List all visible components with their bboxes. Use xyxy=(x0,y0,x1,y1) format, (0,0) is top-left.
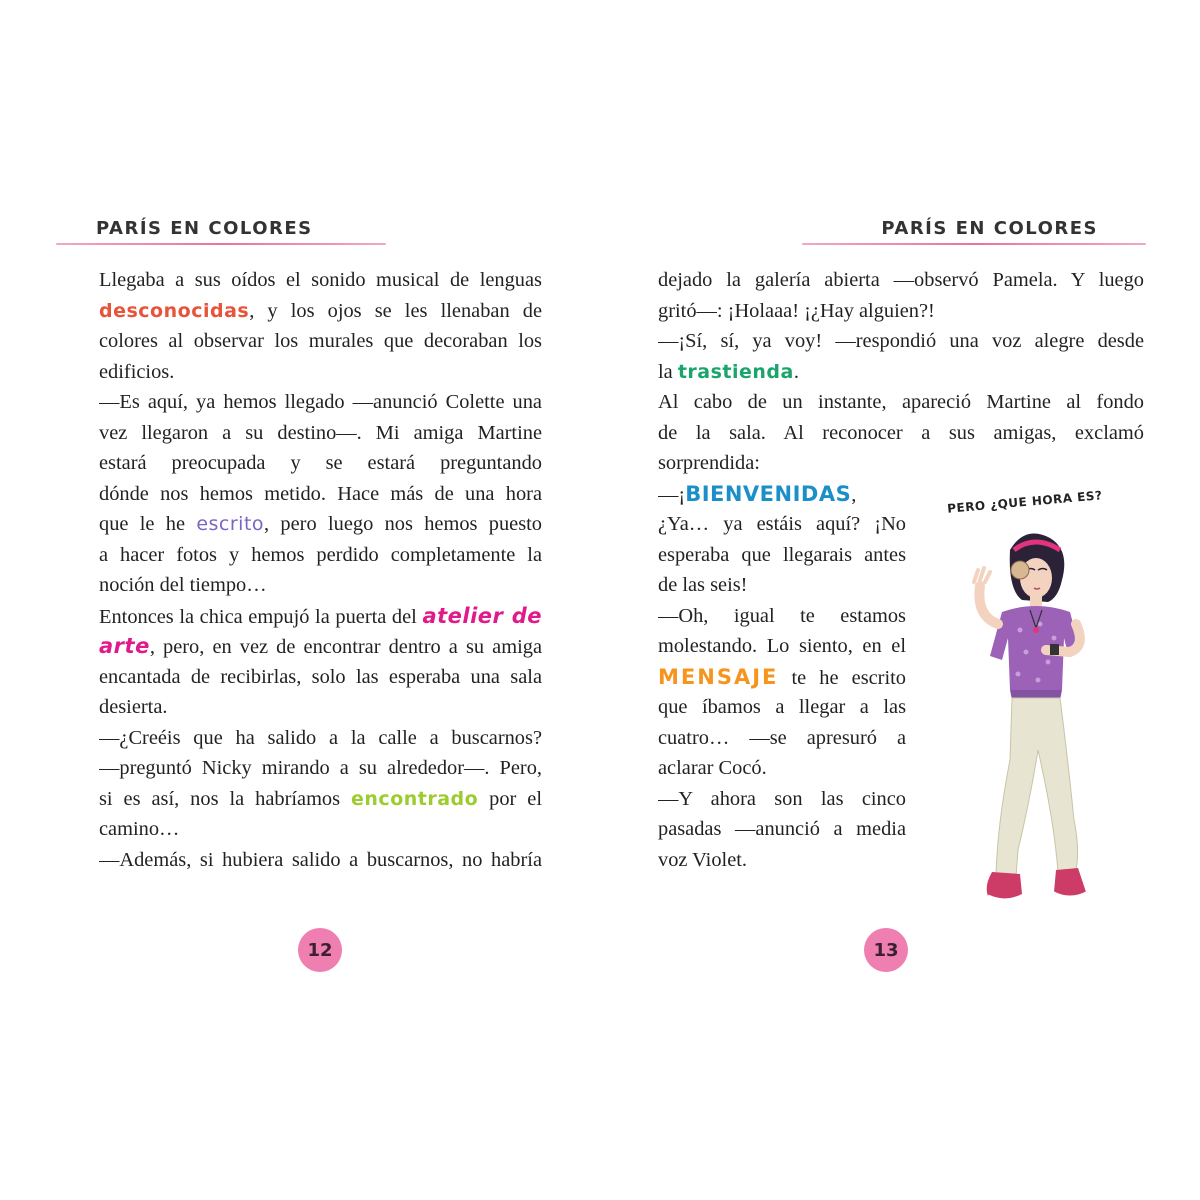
text-run: —Además, si hubiera salido a buscarnos, no habría xyxy=(99,848,542,871)
text-run: cuatro… —se apresuró a xyxy=(658,726,906,749)
body-text xyxy=(99,265,542,875)
highlighted-keyword: desconocidas xyxy=(99,299,250,322)
text-run: colores al observar los murales que decoraban los xyxy=(99,330,542,352)
running-head: PARÍS EN COLORES xyxy=(881,218,1098,239)
text-line xyxy=(658,692,906,723)
text-run: molestando. Lo siento, en el xyxy=(658,635,906,657)
text-line xyxy=(658,357,1144,388)
highlighted-keyword: trastienda xyxy=(677,360,794,383)
text-line xyxy=(658,570,906,601)
text-line xyxy=(658,601,906,632)
text-run: voz Violet. xyxy=(658,848,748,871)
text-line xyxy=(99,631,542,662)
text-run: te he escrito xyxy=(778,666,906,689)
text-line xyxy=(658,814,906,845)
text-line xyxy=(99,601,542,632)
highlighted-keyword: encontrado xyxy=(351,787,479,810)
text-run: , xyxy=(851,483,857,506)
text-line xyxy=(99,326,542,357)
text-line xyxy=(658,448,1144,479)
text-run: estará preocupada y se estará preguntando xyxy=(99,452,542,474)
highlighted-keyword: MENSAJE xyxy=(658,664,779,689)
text-run: ¿Ya… ya estáis aquí? ¡No xyxy=(658,513,906,535)
page-number: 13 xyxy=(864,928,908,972)
text-run: que le he xyxy=(99,513,197,535)
text-run: a hacer fotos y hemos perdido completamente la xyxy=(99,543,542,566)
text-run: —Y ahora son las cinco xyxy=(658,787,906,810)
text-line xyxy=(99,570,542,601)
highlighted-keyword: escrito xyxy=(196,513,265,535)
text-run: esperaba que llegarais antes xyxy=(658,543,906,566)
text-line xyxy=(99,509,542,540)
text-line xyxy=(99,662,542,693)
text-run: —¿Creéis que ha salido a la calle a buscarnos? xyxy=(99,726,542,749)
text-line xyxy=(99,692,542,723)
text-line xyxy=(99,296,542,327)
text-run: dónde nos hemos metido. Hace más de una hora xyxy=(99,482,542,505)
text-run: —¡Sí, sí, ya voy! —respondió una voz alegre desde xyxy=(658,330,1144,352)
speech-bubble-text: PERO ¿QUE HORA ES? xyxy=(946,488,1103,516)
text-line xyxy=(658,631,906,662)
text-line xyxy=(658,265,1144,296)
text-line xyxy=(99,845,542,876)
text-run: encantada de recibirlas, solo las esperaba una sala xyxy=(99,665,542,688)
text-run: desierta. xyxy=(99,696,168,718)
text-line xyxy=(99,387,542,418)
text-run: de la sala. Al reconocer a sus amigas, exclamó xyxy=(658,421,1144,444)
text-line xyxy=(99,753,542,784)
text-run: —preguntó Nicky mirando a su alrededor—. Pero, xyxy=(99,757,542,779)
text-line xyxy=(99,540,542,571)
text-run: Llegaba a sus oídos el sonido musical de lenguas xyxy=(99,269,542,291)
text-line xyxy=(658,753,906,784)
text-run: dejado la galería abierta —observó Pamela. Y luego xyxy=(658,269,1144,291)
text-run: vez llegaron a su destino—. Mi amiga Martine xyxy=(99,421,542,444)
text-line xyxy=(658,540,906,571)
text-line xyxy=(99,814,542,845)
text-line xyxy=(658,509,906,540)
text-line xyxy=(658,662,906,693)
text-line xyxy=(658,326,1144,357)
text-line xyxy=(99,448,542,479)
page-number: 12 xyxy=(298,928,342,972)
text-line xyxy=(658,418,1144,449)
text-run: de las seis! xyxy=(658,574,748,596)
text-run: si es así, nos la habríamos xyxy=(99,787,352,810)
text-run: la xyxy=(658,360,678,383)
highlighted-keyword: arte xyxy=(99,634,150,658)
text-line xyxy=(658,784,906,815)
text-run: —¡ xyxy=(658,483,686,506)
text-run: por el xyxy=(478,787,542,810)
text-run: Entonces la chica empujó la puerta del xyxy=(99,605,423,628)
text-run: , pero luego nos hemos puesto xyxy=(264,513,542,535)
text-run: Al cabo de un instante, apareció Martine al fondo xyxy=(658,391,1144,413)
text-line xyxy=(658,387,1144,418)
text-line xyxy=(658,845,906,876)
running-head: PARÍS EN COLORES xyxy=(96,218,313,239)
text-run: . xyxy=(793,360,799,383)
header-rule xyxy=(56,243,386,245)
highlighted-keyword: atelier de xyxy=(422,603,542,628)
text-run: aclarar Cocó. xyxy=(658,757,767,779)
text-run: que íbamos a llegar a las xyxy=(658,696,906,718)
text-line xyxy=(99,479,542,510)
highlighted-keyword: BIENVENIDAS xyxy=(685,481,852,506)
text-line xyxy=(658,723,906,754)
text-run: noción del tiempo… xyxy=(99,574,267,596)
text-line xyxy=(658,479,906,510)
text-line xyxy=(99,784,542,815)
right-page xyxy=(600,0,1200,1200)
text-line xyxy=(99,265,542,296)
text-run: edificios. xyxy=(99,360,175,383)
text-line xyxy=(99,418,542,449)
header-rule xyxy=(802,243,1146,245)
text-run: sorprendida: xyxy=(658,452,760,474)
text-line xyxy=(658,296,1144,327)
text-run: pasadas —anunció a media xyxy=(658,818,906,840)
text-run: —Oh, igual te estamos xyxy=(658,604,906,627)
text-run: —Es aquí, ya hemos llegado —anunció Colette una xyxy=(99,391,542,413)
text-line xyxy=(99,723,542,754)
girl-illustration xyxy=(930,520,1120,920)
text-run: , y los ojos se les llenaban de xyxy=(249,299,542,322)
text-line xyxy=(99,357,542,388)
text-run: , pero, en vez de encontrar dentro a su amiga xyxy=(149,636,542,658)
text-run: camino… xyxy=(99,818,180,840)
text-run: gritó—: ¡Holaaa! ¡¿Hay alguien?! xyxy=(658,299,935,322)
